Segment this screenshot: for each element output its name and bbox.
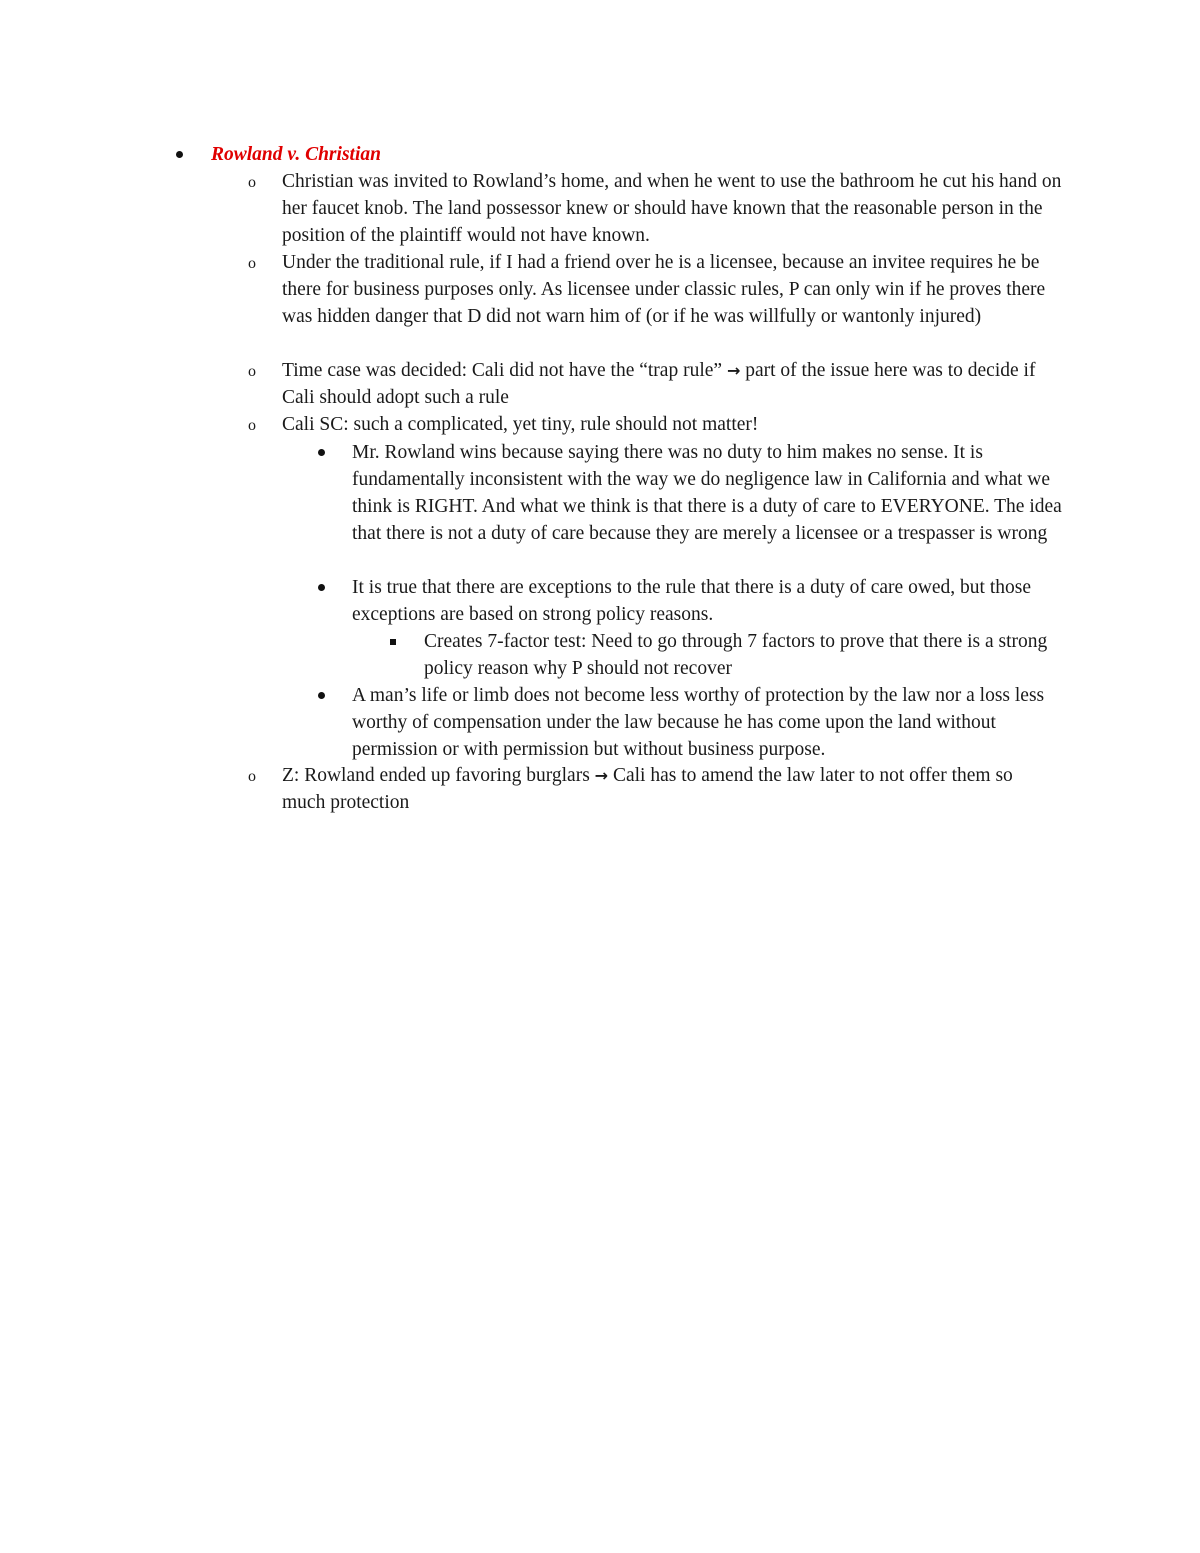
item-text: A man’s life or limb does not become less worthy of protection by the law nor a loss less worthy of compensation under the law because he has come upon the land without permission or with permission but without business purpose. [352,685,1045,760]
circle-bullet-icon: o [248,255,256,272]
item-text [282,357,1062,411]
item-text: Under the traditional rule, if I had a friend over he is a licensee, because an invitee requires he be there for business purposes only. As licensee under classic rules, P can only win if he proves there was hidden danger that D did not warn him of (or if he was willfully or wantonly injured) [282,252,1046,327]
square-bullet-icon [390,639,396,645]
item-text: Christian was invited to Rowland’s home, and when he went to use the bathroom he cut his hand on her faucet knob. The land possessor knew or should have known that the reasonable person in the position of the plaintiff would not have known. [282,171,1062,246]
item-text [282,762,1042,816]
bullet-icon [176,151,183,158]
bullet-icon [318,449,325,456]
item-text-part: Z: Rowland ended up favoring burglars [282,765,590,786]
circle-bullet-icon: o [248,174,256,191]
item-text: It is true that there are exceptions to the rule that there is a duty of care owed, but those exceptions are based on strong policy reasons. [352,577,1032,625]
circle-bullet-icon: o [248,768,256,785]
item-text: Creates 7-factor test: Need to go through 7 factors to prove that there is a strong policy reason why P should not recover [424,631,1048,679]
bullet-icon [318,584,325,591]
item-text-part: Cali has to amend the law later to not offer them so much protection [282,765,1013,813]
circle-bullet-icon: o [248,363,256,380]
bullet-icon [318,692,325,699]
arrow-right-icon: → [594,766,609,785]
case-title: Rowland v. Christian [211,144,381,165]
item-text-part: part of the issue here was to decide if Cali should adopt such a rule [282,360,1036,408]
item-text: Cali SC: such a complicated, yet tiny, rule should not matter! [282,414,759,435]
arrow-right-icon: → [726,361,741,380]
item-text-part: Time case was decided: Cali did not have the “trap rule” [282,360,723,381]
circle-bullet-icon: o [248,417,256,434]
item-text: Mr. Rowland wins because saying there was no duty to him makes no sense. It is fundamentally inconsistent with the way we do negligence law in California and what we think is RIGHT. And what we think is that there is a duty of care to EVERYONE. The idea that there is not a duty of care because they are merely a licensee or a trespasser is wrong [352,442,1062,544]
